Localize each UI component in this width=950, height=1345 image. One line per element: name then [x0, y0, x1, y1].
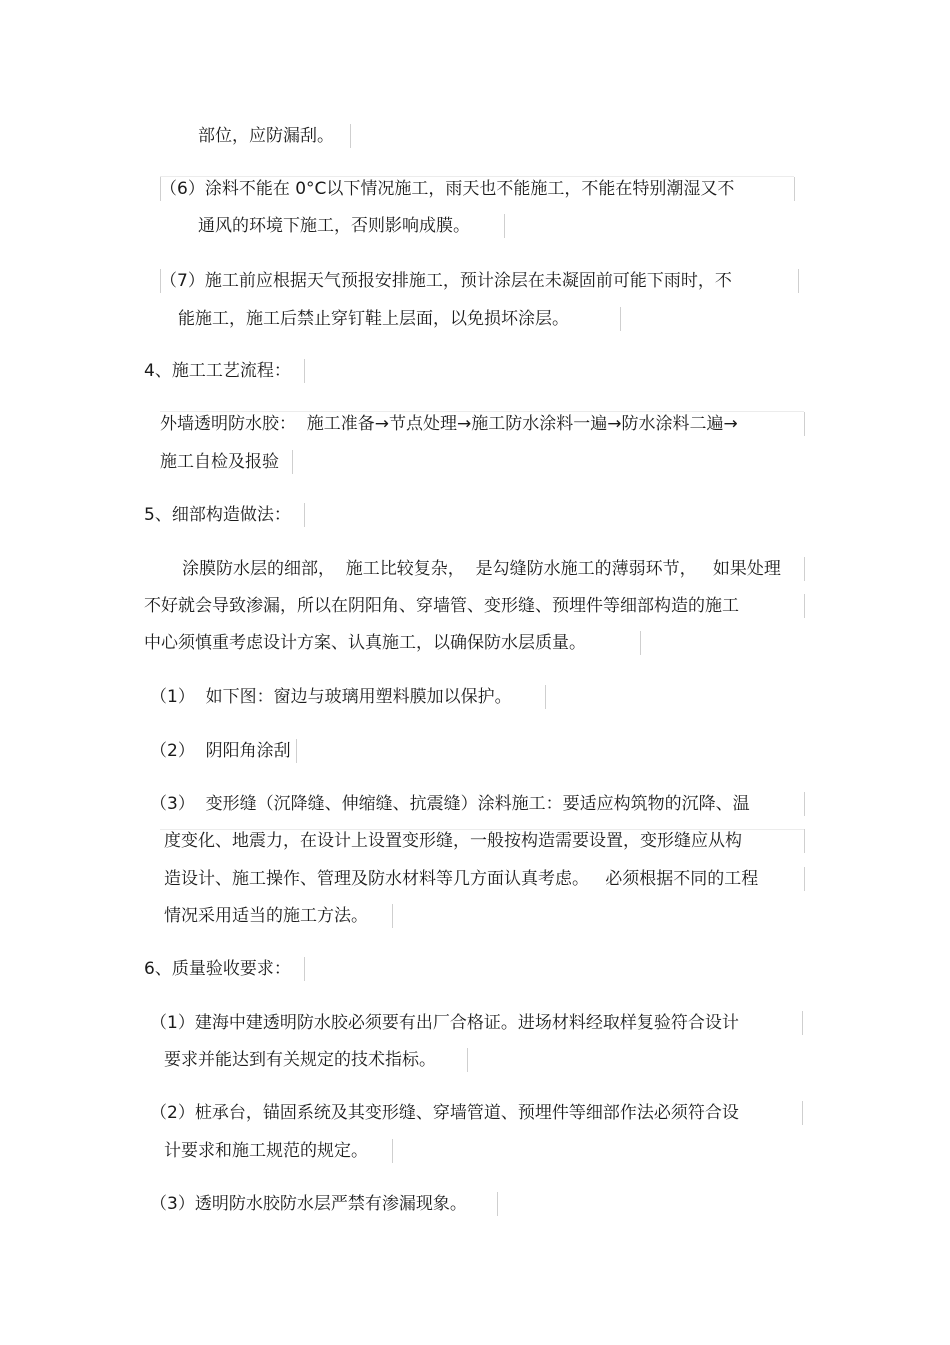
text-box-edge	[392, 1139, 393, 1163]
text-box-edge	[804, 412, 805, 436]
text-line: 不好就会导致渗漏，所以在阴阳角、穿墙管、变形缝、预埋件等细部构造的施工	[144, 596, 739, 616]
text-box-edge	[160, 177, 161, 201]
text-line: 外墙透明防水胶： 施工准备→节点处理→施工防水涂料一遍→防水涂料二遍→	[160, 414, 738, 434]
section-heading: 4、施工工艺流程：	[144, 361, 291, 381]
text-box-edge	[304, 957, 305, 981]
text-line: （2） 阴阳角涂刮	[150, 741, 291, 761]
text-box-edge	[794, 177, 795, 201]
text-line: 情况采用适当的施工方法。	[164, 906, 368, 926]
text-line: 中心须慎重考虑设计方案、认真施工，以确保防水层质量。	[144, 633, 586, 653]
text-box-edge	[160, 829, 804, 830]
text-box-edge	[545, 685, 546, 709]
text-box-edge	[804, 594, 805, 618]
text-line: （6）涂料不能在 0°C以下情况施工，雨天也不能施工，不能在特别潮湿又不	[160, 179, 735, 199]
text-box-edge	[296, 739, 297, 763]
text-box-edge	[798, 269, 799, 293]
text-line: 造设计、施工操作、管理及防水材料等几方面认真考虑。 必须根据不同的工程	[164, 869, 759, 889]
text-box-edge	[497, 1192, 498, 1216]
text-box-edge	[160, 411, 804, 412]
text-line: （1）建海中建透明防水胶必须要有出厂合格证。进场材料经取样复验符合设计	[150, 1013, 739, 1033]
text-box-edge	[804, 557, 805, 581]
text-box-edge	[504, 214, 505, 238]
text-line: （7）施工前应根据天气预报安排施工，预计涂层在未凝固前可能下雨时，不	[160, 271, 732, 291]
text-line: 计要求和施工规范的规定。	[164, 1141, 368, 1161]
text-line: 通风的环境下施工，否则影响成膜。	[198, 216, 470, 236]
text-box-edge	[160, 269, 161, 293]
text-box-edge	[160, 176, 794, 177]
text-box-edge	[392, 904, 393, 928]
text-line: 施工自检及报验	[160, 452, 279, 472]
text-box-edge	[802, 1101, 803, 1125]
text-box-edge	[304, 503, 305, 527]
text-line: （3） 变形缝（沉降缝、伸缩缝、抗震缝）涂料施工：要适应构筑物的沉降、温	[150, 794, 750, 814]
text-box-edge	[802, 1011, 803, 1035]
text-box-edge	[640, 631, 641, 655]
text-box-edge	[350, 124, 351, 148]
text-line: （3）透明防水胶防水层严禁有渗漏现象。	[150, 1194, 467, 1214]
text-line: 度变化、地震力，在设计上设置变形缝，一般按构造需要设置，变形缝应从构	[164, 831, 742, 851]
text-line: 能施工，施工后禁止穿钉鞋上层面，以免损坏涂层。	[178, 309, 569, 329]
text-line: 涂膜防水层的细部， 施工比较复杂， 是勾缝防水施工的薄弱环节， 如果处理	[182, 559, 781, 579]
text-line: （1） 如下图：窗边与玻璃用塑料膜加以保护。	[150, 687, 512, 707]
text-box-edge	[304, 359, 305, 383]
text-box-edge	[804, 792, 805, 816]
text-box-edge	[292, 450, 293, 474]
text-box-edge	[804, 829, 805, 853]
text-line: 要求并能达到有关规定的技术指标。	[164, 1050, 436, 1070]
text-line: （2）桩承台，锚固系统及其变形缝、穿墙管道、预埋件等细部作法必须符合设	[150, 1103, 739, 1123]
text-line: 部位，应防漏刮。	[198, 126, 334, 146]
text-box-edge	[804, 867, 805, 891]
text-box-edge	[467, 1048, 468, 1072]
section-heading: 6、质量验收要求：	[144, 959, 291, 979]
text-box-edge	[620, 307, 621, 331]
section-heading: 5、细部构造做法：	[144, 505, 291, 525]
